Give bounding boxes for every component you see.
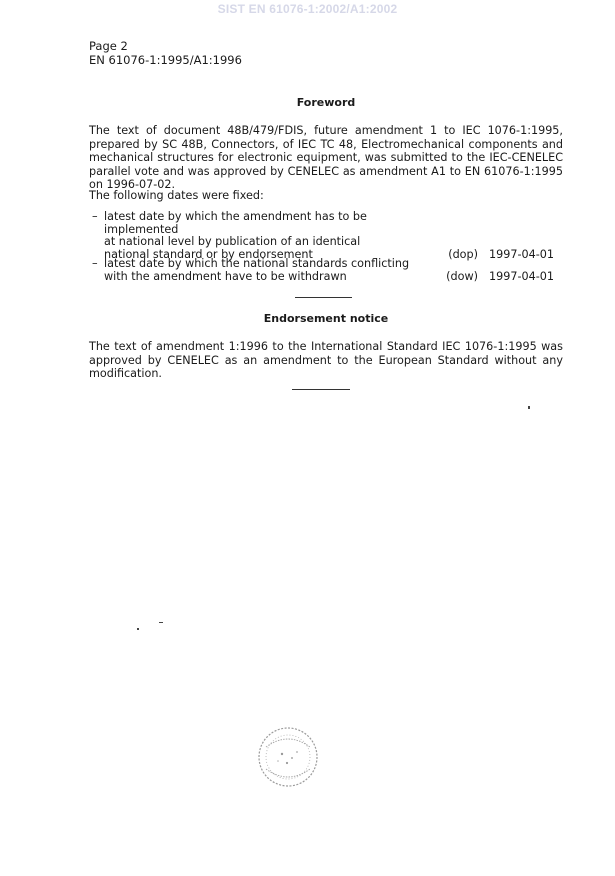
scan-speck: [528, 406, 530, 409]
list-dash: –: [92, 210, 98, 223]
date-item-line: with the amendment have to be withdrawn: [104, 269, 347, 283]
date-item-date: 1997-04-01: [488, 247, 554, 261]
date-item-date: 1997-04-01: [488, 269, 554, 283]
foreword-heading: Foreword: [296, 96, 356, 109]
endorsement-heading: Endorsement notice: [263, 312, 389, 325]
list-dash: –: [92, 257, 98, 270]
document-reference: EN 61076-1:1995/A1:1996: [89, 53, 242, 67]
date-item-line: at national level by publication of an identical: [104, 235, 361, 248]
document-watermark: SIST EN 61076-1:2002/A1:2002: [217, 2, 398, 16]
date-item-dop: [92, 211, 554, 261]
foreword-paragraph: The text of document 48B/479/FDIS, future amendment 1 to IEC 1076-1:1995, prepared by SC 48B, Connectors, of IEC TC 48, Electromechanical components and mechanical structures for electronic equipment, was submitted to the IEC-CENELEC parallel vote and was approved by CENELEC as amendment A1 to EN 61076-1:1995 on 1996-07-02.: [89, 124, 563, 192]
date-item-code: (dop): [448, 247, 478, 261]
page-number: Page 2: [89, 39, 128, 53]
date-item-line: latest date by which the national standards conflicting: [104, 257, 410, 270]
scan-speck: [159, 622, 163, 623]
endorsement-paragraph: The text of amendment 1:1996 to the International Standard IEC 1076-1:1995 was approved by CENELEC as an amendment to the European Standard without any modification.: [89, 340, 563, 381]
date-item-code: (dow): [446, 269, 478, 283]
date-item-line: latest date by which the amendment has to be implemented: [104, 210, 367, 236]
date-item-description: [104, 258, 444, 283]
date-item-line: national standard or by endorsement: [104, 247, 313, 261]
end-divider: [292, 389, 350, 390]
section-divider: [295, 297, 352, 298]
scan-speck: [137, 628, 139, 630]
date-item-description: [104, 211, 444, 261]
dates-intro: The following dates were fixed:: [89, 189, 264, 202]
page-header: [89, 39, 242, 67]
date-item-dow: [92, 258, 554, 283]
seal-stamp-icon: [254, 725, 322, 789]
